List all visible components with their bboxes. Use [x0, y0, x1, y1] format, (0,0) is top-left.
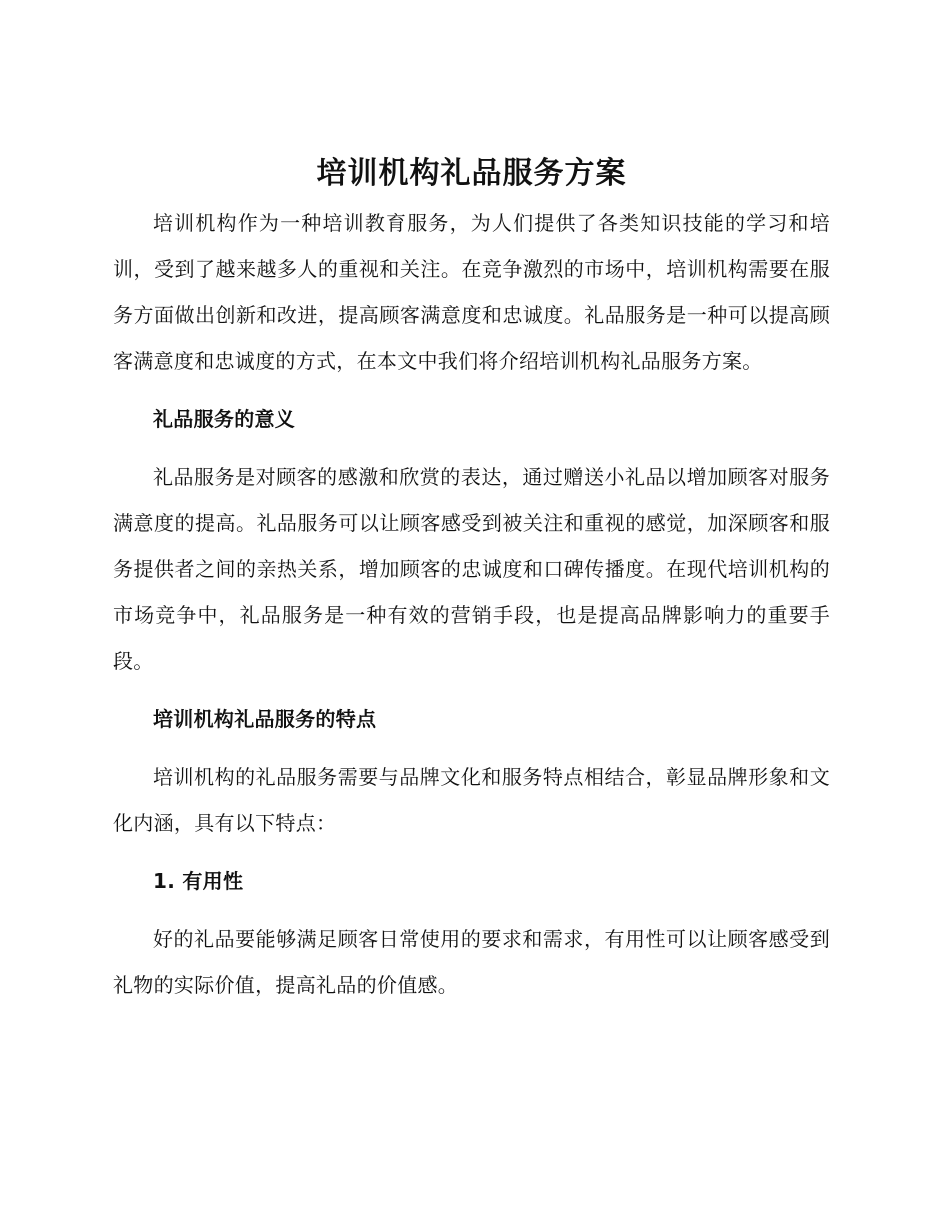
document-content — [113, 148, 830, 1008]
spacer — [113, 684, 830, 696]
spacer — [113, 742, 830, 754]
spacer — [113, 904, 830, 916]
section-heading-features: 培训机构礼品服务的特点 — [153, 707, 377, 731]
section-body-significance: 礼品服务是对顾客的感激和欣赏的表达，通过赠送小礼品以增加顾客对服务满意度的提高。礼品服务可以让顾客感受到被关注和重视的感觉，加深顾客和服务提供者之间的亲热关系，增加顾客的忠诚度和口碑传播度。在现代培训机构的市场竞争中，礼品服务是一种有效的营销手段，也是提高品牌影响力的重要手段。 — [113, 465, 830, 673]
section-body-usefulness: 好的礼品要能够满足顾客日常使用的要求和需求，有用性可以让顾客感受到礼物的实际价值，提高礼品的价值感。 — [113, 927, 830, 997]
section-heading-usefulness: 1. 有用性 — [153, 869, 244, 893]
spacer — [113, 442, 830, 454]
section-heading-significance: 礼品服务的意义 — [153, 407, 296, 431]
document-title: 培训机构礼品服务方案 — [316, 156, 627, 191]
spacer — [113, 846, 830, 858]
intro-paragraph: 培训机构作为一种培训教育服务，为人们提供了各类知识技能的学习和培训，受到了越来越多人的重视和关注。在竞争激烈的市场中，培训机构需要在服务方面做出创新和改进，提高顾客满意度和忠诚度。礼品服务是一种可以提高顾客满意度和忠诚度的方式，在本文中我们将介绍培训机构礼品服务方案。 — [113, 211, 830, 373]
section-body-features: 培训机构的礼品服务需要与品牌文化和服务特点相结合，彰显品牌形象和文化内涵，具有以下特点： — [113, 765, 830, 835]
spacer — [113, 384, 830, 396]
